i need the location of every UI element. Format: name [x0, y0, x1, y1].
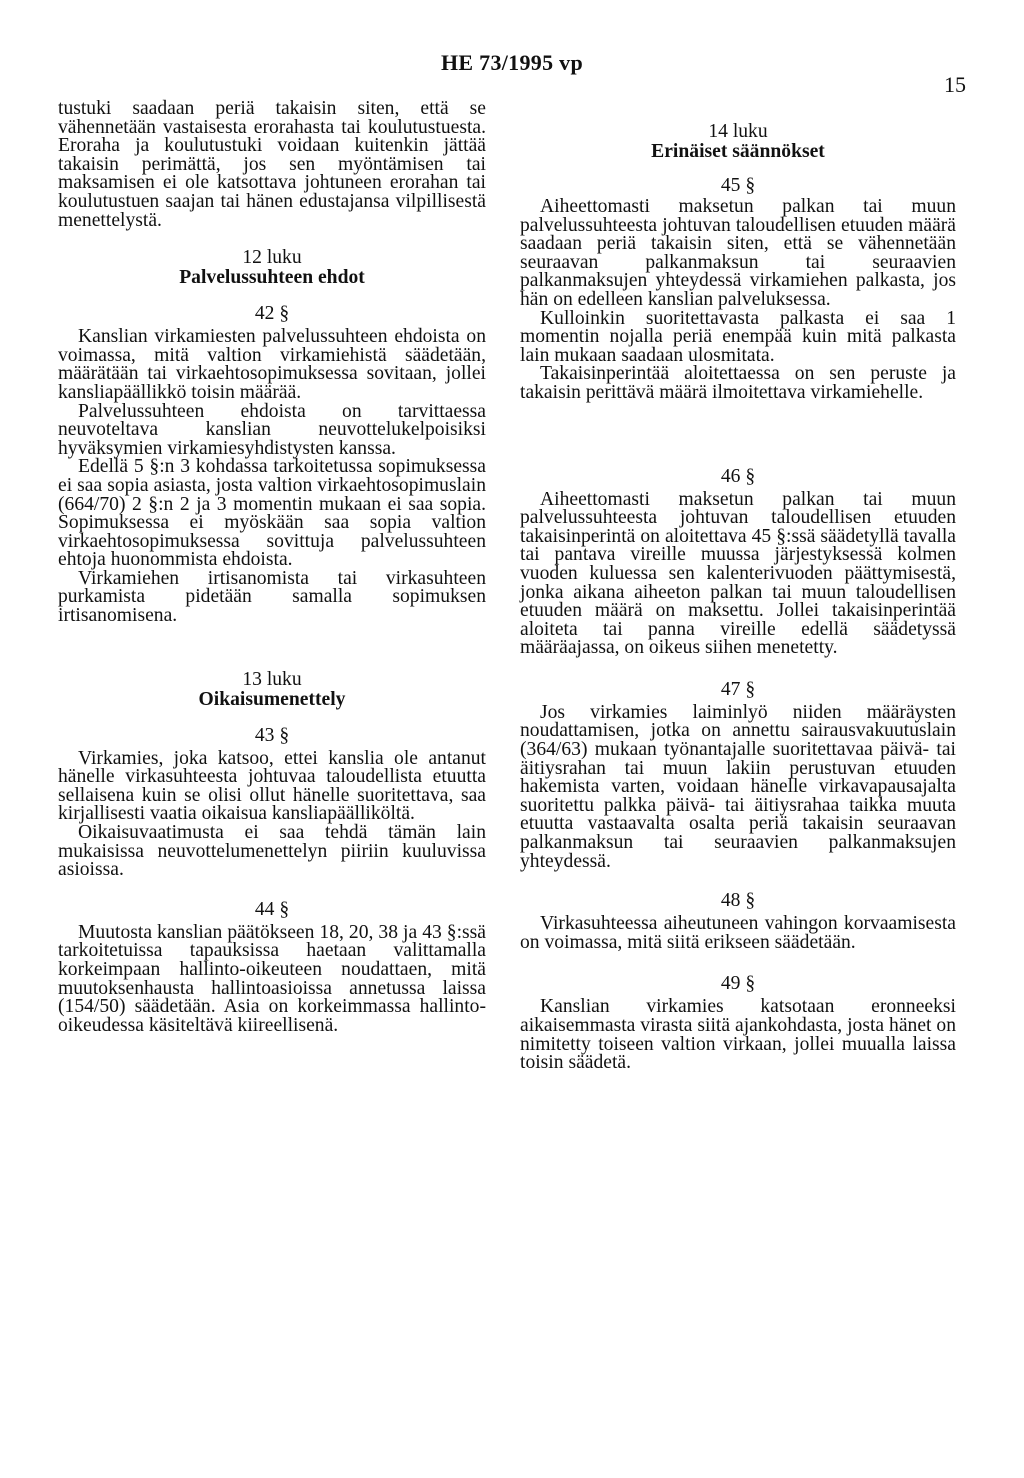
- left-column: [58, 100, 486, 1035]
- section-45-heading: 45 §: [720, 175, 756, 196]
- page-number: 15: [944, 72, 966, 97]
- chapter-14-number: 14 luku: [708, 121, 768, 142]
- section-42-paragraph-3: Edellä 5 §:n 3 kohdassa tarkoitetussa sopimuksessa ei saa sopia asiasta, josta valtion virkaehtosopimuslain (664/70) 2 §:n 2 ja 3 momentin mukaan ei saa sopia. Sopimuksessa ei myöskään saa sopia valtion virkaehtosopimuksessa sovittuja palvelussuhteen ehtoja huonommista ehdoista.: [58, 456, 486, 571]
- chapter-12-number: 12 luku: [242, 247, 302, 269]
- chapter-14-title: Erinäiset säännökset: [651, 141, 825, 162]
- page-header: [0, 50, 1024, 97]
- section-46-paragraph-1: Aiheettomasti maksetun palkan tai muun palvelussuhteesta johtuvan taloudellisen etuuden takaisinperintä on aloitettava 45 §:ssä säädetyllä tavalla tai pantava vireille muussa järjestyksessä kolmen vuoden kuluessa sen kalenterivuoden päättymisestä, jonka aikana aiheeton palkan tai muun taloudellisen etuuden määrä on maksettu. Jollei takaisinperintää aloiteta tai panna vireille edellä säädetyssä määräajassa, on oikeus siihen menetetty.: [520, 488, 956, 659]
- section-42-paragraph-4: Virkamiehen irtisanomista tai virkasuhteen purkamista pidetään samalla sopimuksen irtisanomisena.: [58, 567, 486, 627]
- section-48-paragraph-1: Virkasuhteessa aiheutuneen vahingon korvaamisesta on voimassa, mitä siitä erikseen säädetään.: [520, 913, 956, 953]
- section-45-paragraph-1: Aiheettomasti maksetun palkan tai muun palvelussuhteesta johtuvan taloudellisen etuuden määrä saadaan periä takaisin siten, että se vähennetään seuraavan palkanmaksun tai seuraavien palkanmaksujen yhteydessä virkamiehen palkasta, jos hän on edelleen kanslian palveluksessa.: [520, 196, 956, 310]
- section-49-paragraph-1: Kanslian virkamies katsotaan eronneeksi aikaisemmasta virasta siitä ajankohdasta, josta hänet on nimitetty toiseen valtion virkaan, jollei muualla laissa toisin säädetä.: [520, 996, 956, 1074]
- section-44-heading: 44 §: [254, 898, 290, 920]
- chapter-13-number: 13 luku: [242, 668, 302, 690]
- section-49-heading: 49 §: [720, 973, 756, 995]
- section-42-paragraph-1: Kanslian virkamiesten palvelussuhteen ehdoista on voimassa, mitä valtion virkamiehistä säädetään, määrätään tai virkaehtosopimuksessa sovitaan, jollei kansliapäällikkö toisin määrää.: [58, 326, 486, 403]
- section-43-heading: 43 §: [254, 724, 290, 746]
- chapter-13-title: Oikaisumenettely: [198, 688, 346, 710]
- section-43-paragraph-1: Virkamies, joka katsoo, ettei kanslia ole antanut hänelle virkasuhteesta johtuvaa taloudellista etuutta sellaisena kuin se olisi ollut hänelle suoritettava, saa kirjallisesti vaatia oikaisua kansliapäälliköltä.: [58, 747, 486, 825]
- section-47-paragraph-1: Jos virkamies laiminlyö niiden määräysten noudattamisen, jotka on annettu sairausvakuutuslain (364/63) mukaan työnantajalle suoritettavaa päivä- tai äitiysrahan tai muun lakiin perustuvan etuuden hakemista varten, voidaan hänelle virkavapausajalta suoritettu palkka päivä- tai äitiysrahaa taikka muuta etuutta vastaavalta osalta periä takaisin seuraavan palkanmaksun tai seuraavien palkanmaksujen yhteydessä.: [520, 701, 956, 872]
- chapter-12-title: Palvelussuhteen ehdot: [179, 267, 365, 289]
- section-43-paragraph-2: Oikaisuvaatimusta ei saa tehdä tämän lain mukaisissa neuvottelumenettelyn piiriin kuuluvissa asioissa.: [58, 822, 486, 881]
- section-45-paragraph-2: Kulloinkin suoritettavasta palkasta ei saa 1 momentin nojalla periä enempää kuin mitä palkasta lain mukaan saadaan ulosmitata.: [520, 307, 956, 366]
- section-44-paragraph-1: Muutosta kanslian päätökseen 18, 20, 38 ja 43 §:ssä tarkoitetuissa tapauksissa haetaan valittamalla korkeimpaan hallinto-oikeuteen noudattaen, mitä muutoksenhausta hallintoasioissa annetussa laissa (154/50) säädetään. Asia on korkeimmassa hallinto-oikeudessa käsiteltävä kiireellisenä.: [58, 921, 486, 1036]
- right-column: [520, 122, 956, 1073]
- section-42-heading: 42 §: [254, 303, 290, 325]
- section-47-heading: 47 §: [720, 678, 756, 700]
- section-48-heading: 48 §: [720, 890, 756, 912]
- paragraph-continued: tustuki saadaan periä takaisin siten, että se vähennetään vastaisesta erorahasta tai koulutustuesta. Eroraha ja koulutustuki voidaan kuitenkin jättää takaisin perimättä, jos sen myöntämisen tai maksamisen ei ole katsottava johtuneen erorahan tai koulutustuen saajan tai hänen edustajansa vilpillisestä menettelystä.: [58, 98, 486, 231]
- document-id: HE 73/1995 vp: [440, 50, 584, 75]
- section-45-paragraph-3: Takaisinperintää aloitettaessa on sen peruste ja takaisin perittävä määrä ilmoitettava virkamiehelle.: [520, 363, 956, 403]
- section-42-paragraph-2: Palvelussuhteen ehdoista on tarvittaessa neuvoteltava kanslian neuvottelukelpoisiksi hyväksymien virkamiesyhdistysten kanssa.: [58, 400, 486, 459]
- section-46-heading: 46 §: [720, 465, 756, 487]
